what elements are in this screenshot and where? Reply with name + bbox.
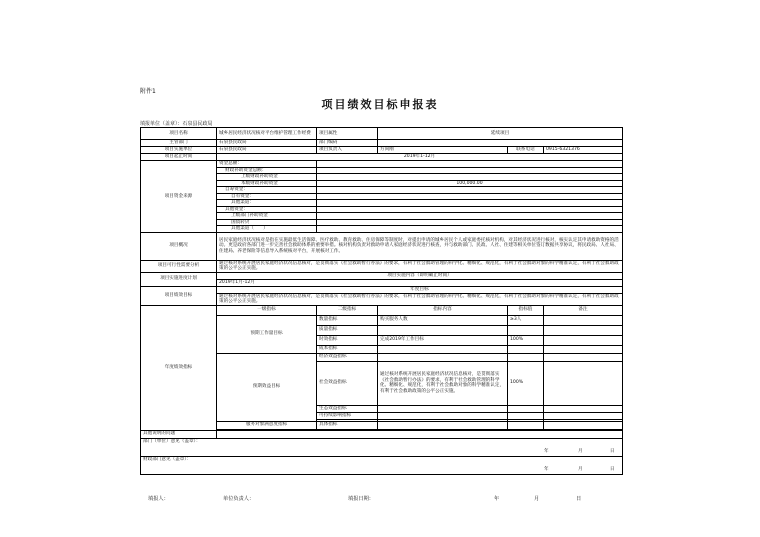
- value-dept: 石泉县民政局: [217, 140, 317, 147]
- indicator-note: [544, 345, 623, 353]
- dept-opinion-day: 日: [610, 448, 615, 454]
- indicator-cost: 成本指标: [317, 345, 378, 353]
- fund-label: 自筹资金：: [217, 187, 317, 194]
- row-dept: [141, 140, 623, 147]
- dept-opinion-cell: [141, 438, 623, 456]
- indicator-content: [378, 353, 508, 361]
- value-owner: 方尚刚: [378, 147, 508, 154]
- indicator-note: [544, 335, 623, 345]
- label-phone: 联系电话: [508, 147, 544, 154]
- indicator-timeliness-value: 100%: [508, 335, 544, 345]
- fund-label: 国债转贷: [217, 219, 317, 226]
- fund-label: 本级财政补助资金: [217, 180, 317, 187]
- attachment-label: 附件1: [140, 88, 156, 95]
- footer-filler: 填报人：: [148, 496, 169, 502]
- indicator-quantity-content: 购买服务人数: [378, 315, 508, 325]
- indicator-content: [378, 412, 508, 419]
- header-content: 指标内容: [378, 305, 508, 315]
- row-dept-opinion: [141, 438, 623, 456]
- indicator-timeliness-content: 完成2019年工作目标: [378, 335, 508, 345]
- finance-opinion-day: 日: [610, 466, 615, 472]
- annual-header: 年度目标: [217, 286, 623, 293]
- header-level1: 一级指标: [217, 305, 317, 315]
- value-dept-code: [378, 140, 623, 147]
- indicator-note: [544, 353, 623, 361]
- other-text: [217, 430, 623, 438]
- overview-text: 居民家庭经济状况核对是指在实施最低生活保障、医疗救助、教育救助、住房保障等制度时，对提出申请的城乡居民个人或家庭委托核对机构，对其经济状况进行核对，核实认定其申请救助资格的活动。更是政府各部门进一步完善社会救助体系的重要举措。核对机构负责对救助申请人家庭经济状况进行核查，并与救助部门、民政、人社、住建等相关单位签订数据共享协议，将民政局、人社局、住建局、养老保险等信息导入系统核对平台，开展核对工作。: [217, 232, 623, 260]
- fund-label: 其他资金：: [217, 206, 317, 213]
- label-project-name: 项目名称: [141, 128, 217, 140]
- value-impl-unit: 石泉县民政局: [217, 147, 317, 154]
- schedule-text: 2019年1月-12月: [217, 279, 623, 286]
- indicator-content: [378, 421, 508, 429]
- indicator-note: [544, 412, 623, 419]
- footer: [148, 495, 582, 502]
- indicator-value: [508, 412, 544, 419]
- label-dept: 主管部门: [141, 140, 217, 147]
- finance-opinion-year: 年: [544, 466, 549, 472]
- indicator-output: 预期工作量目标: [217, 315, 317, 353]
- row-finance-opinion: [141, 456, 623, 474]
- indicator-note: [544, 421, 623, 429]
- finance-opinion-cell: [141, 456, 623, 474]
- indicator-satisfaction: 服务对象满意度指标: [217, 421, 317, 429]
- indicator-benefit: 预期效益目标: [217, 353, 317, 421]
- indicator-sustain: 可持续影响指标: [317, 412, 378, 419]
- footer-unit-head: 单位负责人：: [223, 496, 255, 502]
- value-project-name: 城乡居民经济状况核对平台维护管理工作经费: [217, 128, 317, 140]
- value-period: 2019年1-12月: [217, 154, 623, 161]
- indicator-quality: 质量指标: [317, 325, 378, 335]
- fund-label: 其他渠道（ ）: [217, 226, 317, 233]
- indicator-social-value: 100%: [508, 361, 544, 405]
- row-perf-header: [141, 286, 623, 293]
- page-title: 项目绩效目标申报表: [321, 98, 439, 111]
- indicator-value: [508, 325, 544, 335]
- label-owner: 项目负责人: [317, 147, 378, 154]
- performance-form-table: [140, 127, 623, 475]
- fund-label: 上级财政补助资金: [217, 174, 317, 181]
- indicator-note: [544, 361, 623, 405]
- filing-unit: 填报单位（盖章）：石泉县民政局: [140, 121, 213, 127]
- indicator-value: [508, 405, 544, 412]
- indicator-specific: 具体指标: [317, 421, 378, 429]
- value-project-attr: 延续项目: [378, 128, 623, 140]
- indicator-value: [508, 353, 544, 361]
- indicator-quantity-value: ≥3人: [508, 315, 544, 325]
- value-phone: 0915-6321376: [544, 147, 623, 154]
- label-overview: 项目概况: [141, 232, 217, 260]
- finance-opinion-label: 财政部门意见（盖章）：: [143, 456, 192, 462]
- footer-year: 年: [494, 496, 500, 502]
- header-level2: 二级指标: [317, 305, 378, 315]
- indicator-economic: 经济效益指标: [317, 353, 378, 361]
- fund-label: 自有资金：: [217, 193, 317, 200]
- row-impl-unit: [141, 147, 623, 154]
- label-dept-code: 部门编码: [317, 140, 378, 147]
- feasibility-text: 通过核对系统开展居民家庭经济状况信息核对，是贯彻落实《社会救助暂行办法》的要求，有利于社会救助管理的科学化、精细化、规范化，有利于社会救助对象的科学精准认定，有利于社会救助政策的公平公正实施。: [217, 260, 623, 272]
- fund-label: 上级部门补助资金: [217, 213, 317, 220]
- dept-opinion-year: 年: [544, 448, 549, 454]
- indicator-timeliness: 时效指标: [317, 335, 378, 345]
- indicator-note: [544, 405, 623, 412]
- row-project-name: [141, 128, 623, 140]
- indicator-value: [508, 345, 544, 353]
- finance-opinion-month: 月: [578, 466, 583, 472]
- perf-text: 通过核对系统开展居民家庭经济状况信息核对，是贯彻落实《社会救助暂行办法》的要求，有利于社会救助管理的科学化、精细化、规范化，有利于社会救助对象的科学精准认定，有利于社会救助政策的公平公正实施。: [217, 293, 623, 305]
- fund-label: 资金总额：: [217, 161, 317, 168]
- label-project-attr: 项目属性: [317, 128, 378, 140]
- indicator-ecological: 生态效益指标: [317, 405, 378, 412]
- label-schedule: 项目实施进度计划: [141, 272, 217, 286]
- label-period: 项目起止时间: [141, 154, 217, 161]
- dept-opinion-label: 部门（单位）意见（盖章）：: [143, 438, 201, 444]
- row-schedule-header: [141, 272, 623, 279]
- footer-day: 日: [576, 496, 582, 502]
- label-feasibility: 项目可行性需要分析: [141, 260, 217, 272]
- row-other: [141, 430, 623, 438]
- row-indicator-header: [141, 305, 623, 315]
- header-note: 备注: [544, 305, 623, 315]
- header-value: 指标值: [508, 305, 544, 315]
- indicator-note: [544, 315, 623, 325]
- indicator-quantity: 数量指标: [317, 315, 378, 325]
- footer-date-label: 填报日期：: [348, 496, 374, 502]
- fund-value: 100,000.00: [317, 180, 623, 187]
- label-impl-unit: 项目实施单位: [141, 147, 217, 154]
- row-feasibility: [141, 260, 623, 272]
- indicator-content: [378, 345, 508, 353]
- row-period: [141, 154, 623, 161]
- fund-label: 其他渠道：: [217, 200, 317, 207]
- label-annual: 年度绩效指标: [141, 305, 217, 430]
- indicator-note: [544, 325, 623, 335]
- dept-opinion-month: 月: [578, 448, 583, 454]
- schedule-header: 项目实施内容（即明确止时间）: [217, 272, 623, 279]
- indicator-social: 社会效益指标: [317, 361, 378, 405]
- indicator-value: [508, 421, 544, 429]
- label-funds: 项目资金来源: [141, 161, 217, 233]
- indicator-content: [378, 405, 508, 412]
- indicator-content: [378, 325, 508, 335]
- indicator-social-content: 通过核对系统开展居民家庭经济状况信息核对，是贯彻落实《社会救助暂行办法》的要求，有利于社会救助管理的科学化、精细化、规范化，有利于社会救助对象的科学精准认定，有利于社会救助政策的公平公正实施。: [378, 361, 508, 405]
- fund-label: 财政补助资金总额：: [217, 167, 317, 174]
- label-perf-target: 项目绩效目标: [141, 286, 217, 305]
- label-other: 其他说明的问题: [141, 430, 217, 438]
- row-overview: [141, 232, 623, 260]
- footer-month: 月: [534, 496, 540, 502]
